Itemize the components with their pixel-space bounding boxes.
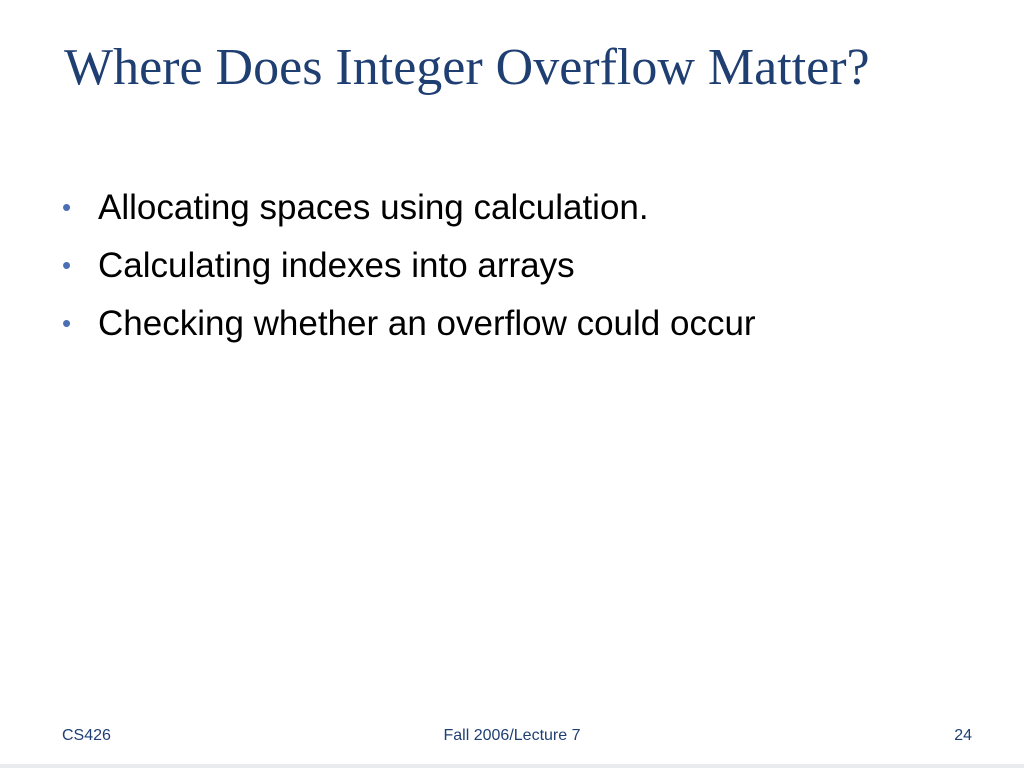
bullet-text: Checking whether an overflow could occur <box>98 303 756 343</box>
bullet-text: Calculating indexes into arrays <box>98 245 575 285</box>
bullet-icon: • <box>62 308 72 338</box>
footer-course: CS426 <box>62 727 111 744</box>
bullet-text: Allocating spaces using calculation. <box>98 187 649 227</box>
footer-page-number: 24 <box>954 727 972 744</box>
slide-title: Where Does Integer Overflow Matter? <box>64 39 870 96</box>
bullet-list <box>62 178 756 352</box>
bullet-item <box>62 236 756 294</box>
bullet-item <box>62 178 756 236</box>
bullet-item <box>62 294 756 352</box>
bottom-strip <box>0 764 1024 768</box>
bullet-icon: • <box>62 250 72 280</box>
footer-lecture: Fall 2006/Lecture 7 <box>443 727 581 744</box>
bullet-icon: • <box>62 192 72 222</box>
